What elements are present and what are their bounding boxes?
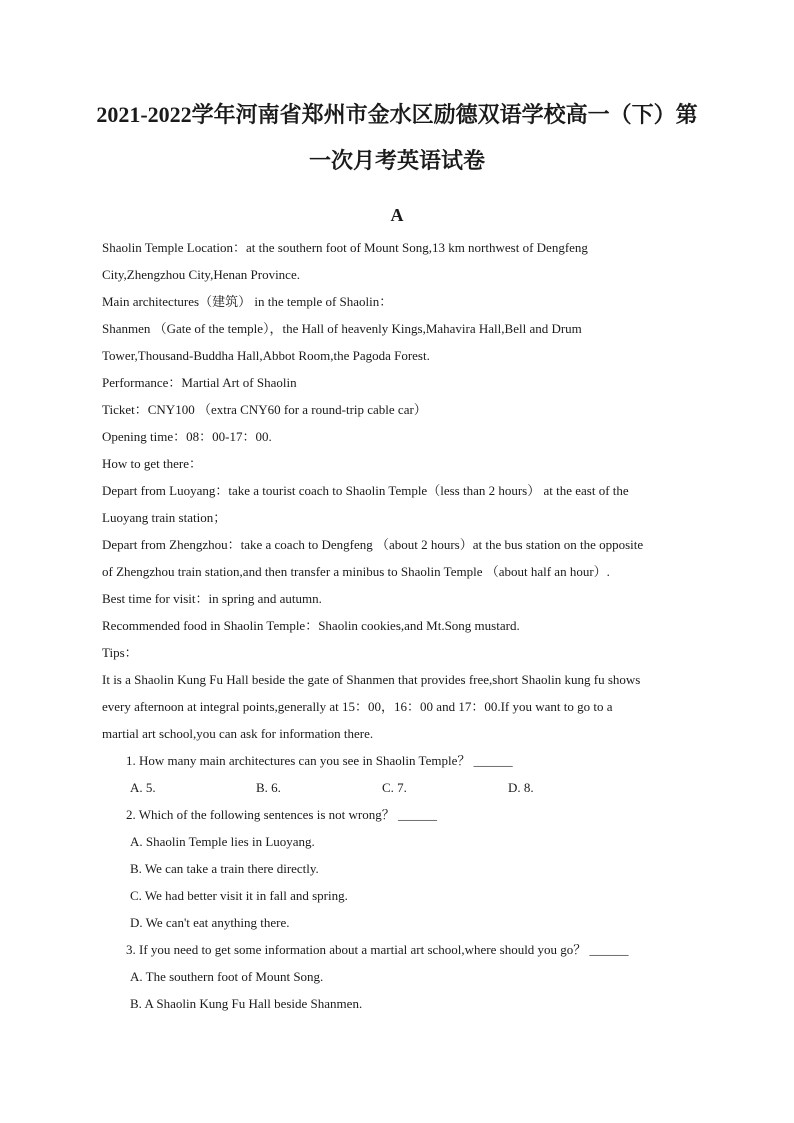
question-1-text: 1. How many main architectures can you see in Shaolin Temple？ ______: [126, 753, 513, 768]
passage-line: of Zhengzhou train station,and then transfer a minibus to Shaolin Temple （about half an hour）.: [102, 564, 610, 579]
question-1-option-b: B. 6.: [256, 780, 281, 795]
question-2-option-d: D. We can't eat anything there.: [130, 915, 290, 930]
question-1-options: [102, 774, 702, 801]
question-3-text: 3. If you need to get some information about a martial art school,where should you go？ ______: [126, 942, 629, 957]
exam-title: [60, 92, 734, 184]
passage-line: How to get there：: [102, 456, 203, 471]
question-1-option-d: D. 8.: [508, 780, 534, 795]
passage-line: City,Zhengzhou City,Henan Province.: [102, 267, 300, 282]
question-3: [102, 936, 702, 1017]
passage-line: Ticket：CNY100 （extra CNY60 for a round-trip cable car）: [102, 402, 427, 417]
passage-line: Luoyang train station；: [102, 510, 227, 525]
question-1-option-c: C. 7.: [382, 780, 407, 795]
passage-line: every afternoon at integral points,generally at 15：00，16：00 and 17：00.If you want to go to a: [102, 699, 613, 714]
passage-line: Depart from Zhengzhou：take a coach to Dengfeng （about 2 hours）at the bus station on the opposite: [102, 537, 644, 552]
passage-line: Tower,Thousand-Buddha Hall,Abbot Room,the Pagoda Forest.: [102, 348, 430, 363]
document-body: [102, 234, 702, 1017]
exam-title-line-2: 一次月考英语试卷: [308, 148, 485, 173]
question-1: [102, 747, 702, 801]
reading-passage: [102, 234, 702, 747]
passage-line: Main architectures（建筑） in the temple of Shaolin：: [102, 294, 393, 309]
passage-line: Shanmen （Gate of the temple），the Hall of heavenly Kings,Mahavira Hall,Bell and Drum: [102, 321, 582, 336]
question-2-option-b: B. We can take a train there directly.: [130, 861, 319, 876]
passage-line: Recommended food in Shaolin Temple：Shaolin cookies,and Mt.Song mustard.: [102, 618, 520, 633]
question-2-text: 2. Which of the following sentences is not wrong？ ______: [126, 807, 437, 822]
passage-line: Opening time：08：00-17：00.: [102, 429, 272, 444]
passage-line: Depart from Luoyang：take a tourist coach to Shaolin Temple（less than 2 hours） at the east of the: [102, 483, 629, 498]
exam-title-line-1: 2021-2022学年河南省郑州市金水区励德双语学校高一（下）第: [96, 102, 698, 127]
passage-line: martial art school,you can ask for information there.: [102, 726, 374, 741]
question-3-option-a: A. The southern foot of Mount Song.: [130, 969, 324, 984]
question-2-option-a: A. Shaolin Temple lies in Luoyang.: [130, 834, 315, 849]
question-1-option-a: A. 5.: [130, 780, 156, 795]
passage-line: Performance：Martial Art of Shaolin: [102, 375, 297, 390]
question-3-option-b: B. A Shaolin Kung Fu Hall beside Shanmen.: [130, 996, 363, 1011]
passage-line: Tips：: [102, 645, 138, 660]
section-heading: A: [390, 205, 404, 225]
passage-line: Best time for visit：in spring and autumn.: [102, 591, 322, 606]
question-2-option-c: C. We had better visit it in fall and spring.: [130, 888, 348, 903]
passage-line: Shaolin Temple Location：at the southern foot of Mount Song,13 km northwest of Dengfeng: [102, 240, 588, 255]
passage-line: It is a Shaolin Kung Fu Hall beside the gate of Shanmen that provides free,short Shaolin kung fu shows: [102, 672, 641, 687]
question-2: [102, 801, 702, 936]
